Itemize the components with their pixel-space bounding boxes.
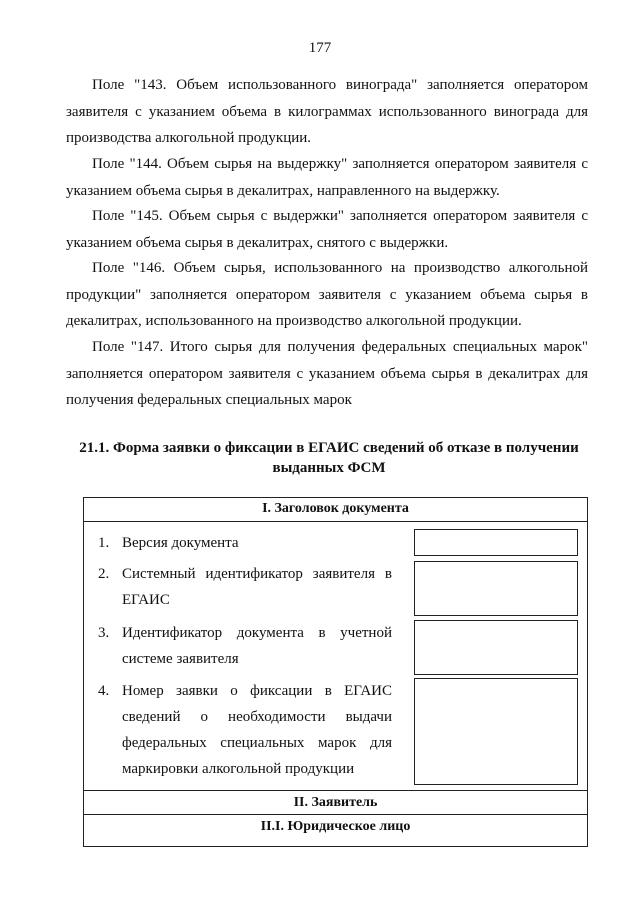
form-section-applicant: II. Заявитель — [84, 790, 587, 815]
row-number: 2. — [98, 566, 110, 582]
row-number: 4. — [98, 683, 110, 699]
paragraph-field-147: Поле "147. Итого сырья для получения федеральных специальных марок" заполняется оператором заявителя с указанием объема сырья в декалитрах для получения федеральных специальных марок — [66, 339, 588, 408]
request-number-field[interactable] — [414, 678, 578, 785]
section-title: 21.1. Форма заявки о фиксации в ЕГАИС сведений об отказе в получении выданных ФСМ — [79, 440, 579, 476]
row-label-request-number: Номер заявки о фиксации в ЕГАИС сведений о необходимости выдачи федеральных специальных марок для маркировки алкогольной продукции — [122, 683, 392, 777]
document-id-field[interactable] — [414, 620, 578, 675]
system-id-field[interactable] — [414, 561, 578, 616]
form-section-legal-entity: II.I. Юридическое лицо — [260, 819, 411, 834]
page-number: 177 — [308, 40, 332, 56]
paragraph-field-144: Поле "144. Объем сырья на выдержку" заполняется оператором заявителя с указанием объема сырья в декалитрах, направленного на выдержку. — [66, 156, 588, 199]
paragraph-field-145: Поле "145. Объем сырья с выдержки" заполняется оператором заявителя с указанием объема сырья в декалитрах, снятого с выдержки. — [66, 208, 588, 251]
form-section-header: I. Заголовок документа — [84, 498, 587, 522]
row-number: 1. — [98, 535, 110, 551]
paragraph-field-146: Поле "146. Объем сырья, использованного на производство алкогольной продукции" заполняется оператором заявителя с указанием объема сырья в декалитрах, использованного на производство алкогольной продукции. — [66, 260, 588, 329]
row-label-document-id: Идентификатор документа в учетной системе заявителя — [122, 625, 392, 667]
paragraph-field-143: Поле "143. Объем использованного винограда" заполняется оператором заявителя с указанием объема в килограммах использованного винограда для производства алкогольной продукции. — [66, 77, 588, 146]
document-version-field[interactable] — [414, 529, 578, 556]
form-table — [83, 497, 588, 847]
row-label-document-version: Версия документа — [122, 535, 239, 551]
row-label-system-id: Системный идентификатор заявителя в ЕГАИС — [122, 566, 392, 608]
row-number: 3. — [98, 625, 110, 641]
